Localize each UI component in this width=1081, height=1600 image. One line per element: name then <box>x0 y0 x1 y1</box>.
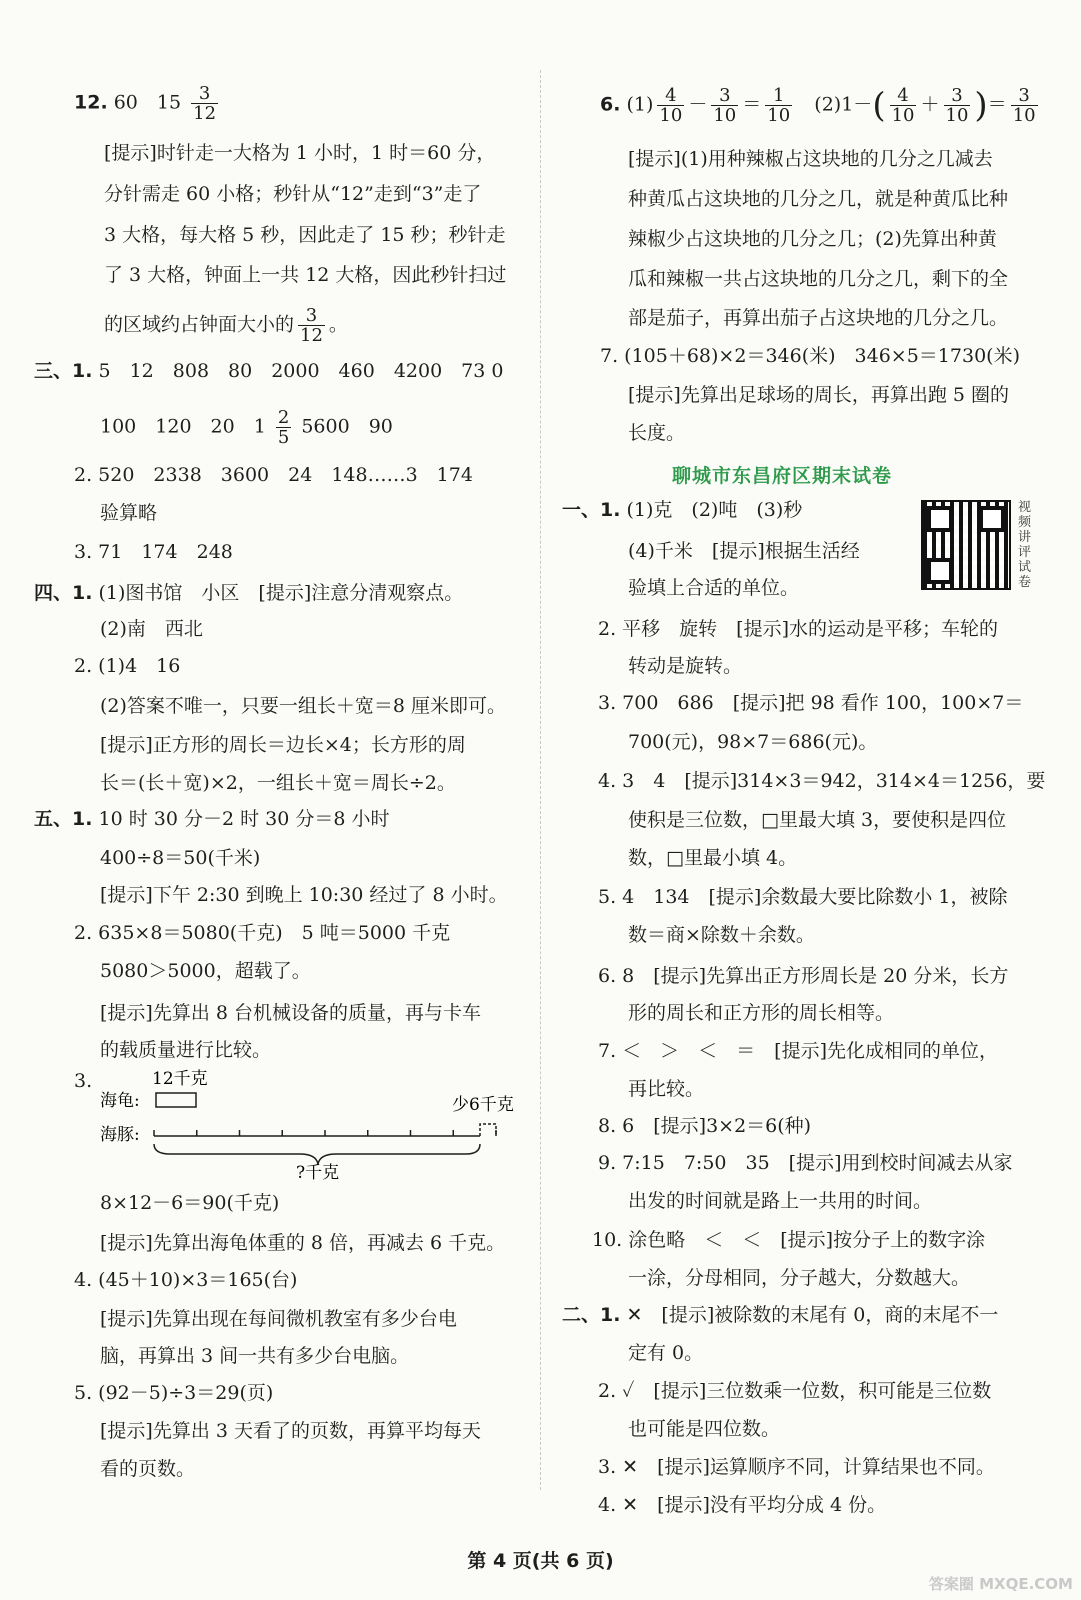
r-section-2-q1b: 定有 0。 <box>628 1342 704 1364</box>
r-section-1-q2a: 2. 平移 旋转 [提示]水的运动是平移；车轮的 <box>598 618 998 640</box>
q12-tip-line4: 了 3 大格，钟面上一共 12 大格，因此秒针扫过 <box>104 264 507 286</box>
qr-finder <box>927 506 953 532</box>
fraction: $\frac{3}{12}$ <box>193 83 217 124</box>
r-section-1-q2b: 转动是旋转。 <box>628 655 743 677</box>
r-section-1-q10a: 10. 涂色略 ＜ ＜ [提示]按分子上的数字涂 <box>592 1229 986 1251</box>
section-5-q5b: [提示]先算出 3 天看了的页数，再算平均每天 <box>100 1420 481 1442</box>
q6-tip-2: 种黄瓜占这块地的几分之几，就是种黄瓜比种 <box>628 188 1009 210</box>
r-section-1-q1b: (4)千米 [提示]根据生活经 <box>628 540 860 562</box>
section-5-q5c: 看的页数。 <box>100 1458 196 1480</box>
column-divider <box>540 70 541 1490</box>
section-5-q1b: 400÷8＝50(千米) <box>100 847 261 869</box>
r-section-1-q3b: 700(元)，98×7＝686(元)。 <box>628 731 878 753</box>
qr-finder <box>979 506 1005 532</box>
r-section-1-q7a: 7. ＜ ＞ ＜ ＝ [提示]先化成相同的单位， <box>598 1040 998 1062</box>
watermark: 答案圈 MXQE.COM <box>928 1575 1073 1593</box>
section-4-q2a: 2. (1)4 16 <box>74 655 181 677</box>
q6-tip-4: 瓜和辣椒一共占这块地的几分之几，剩下的全 <box>628 268 1009 290</box>
section-5-q1a: 五、1. 10 时 30 分－2 时 30 分＝8 小时 <box>34 808 390 830</box>
total-label: ?千克 <box>296 1163 340 1183</box>
section-5-q3b: [提示]先算出海龟体重的 8 倍，再减去 6 千克。 <box>100 1232 506 1254</box>
r-section-2-q1a: 二、1. ✕ [提示]被除数的末尾有 0，商的末尾不一 <box>562 1304 999 1326</box>
section-5-q2b: 5080＞5000，超载了。 <box>100 960 311 982</box>
less-label: 少6千克 <box>452 1095 514 1115</box>
r-section-2-q4: 4. ✕ [提示]没有平均分成 4 份。 <box>598 1494 887 1516</box>
q7b: [提示]先算出足球场的周长，再算出跑 5 圈的 <box>628 384 1009 406</box>
exam-section-title: 聊城市东昌府区期末试卷 <box>672 465 893 487</box>
section-3-q2b: 验算略 <box>100 502 158 524</box>
q12-tip-line3: 3 大格，每大格 5 秒，因此走了 15 秒；秒针走 <box>104 224 506 246</box>
section-5-q1c: [提示]下午 2:30 到晚上 10:30 经过了 8 小时。 <box>100 884 508 906</box>
r-section-1-q6b: 形的周长和正方形的周长相等。 <box>628 1002 895 1024</box>
q12-tip-line1: [提示]时针走一大格为 1 小时，1 时＝60 分， <box>104 142 496 164</box>
q7c: 长度。 <box>628 422 686 444</box>
r-section-2-q2b: 也可能是四位数。 <box>628 1418 781 1440</box>
section-5-q2a: 2. 635×8＝5080(千克) 5 吨＝5000 千克 <box>74 922 451 944</box>
q6-answer: 6. (1) $\frac{4}{10}$ － $\frac{3}{10}$ ＝ $\frac{1}{10}$ (2)1－( $\frac{4}{10}$ ＋ $\frac{3}{10}$ )＝ $\frac{3}{10}$ <box>600 85 1036 126</box>
line-segment-diagram <box>100 1066 540 1186</box>
r-section-1-q4c: 数，□里最小填 4。 <box>628 847 798 869</box>
section-3-q3: 3. 71 174 248 <box>74 541 233 563</box>
qr-caption: 视频讲评试卷 <box>1018 500 1032 590</box>
section-5-q3a: 8×12－6＝90(千克) <box>100 1192 280 1214</box>
qr-finder <box>927 558 953 584</box>
q6-tip-3: 辣椒少占这块地的几分之几；(2)先算出种黄 <box>628 228 997 250</box>
section-5-q2d: 的载质量进行比较。 <box>100 1039 272 1061</box>
r-section-1-q1a: 一、1. (1)克 (2)吨 (3)秒 <box>562 499 803 521</box>
seal-label: 海豚: <box>100 1125 140 1145</box>
section-5-q4b: [提示]先算出现在每间微机教室有多少台电 <box>100 1308 457 1330</box>
r-section-1-q4b: 使积是三位数，□里最大填 3，要使积是四位 <box>628 809 1007 831</box>
r-section-1-q7b: 再比较。 <box>628 1078 705 1100</box>
section-4-q1a: 四、1. (1)图书馆 小区 [提示]注意分清观察点。 <box>34 582 464 604</box>
missing-part <box>480 1124 496 1136</box>
r-section-1-q5b: 数＝商×除数＋余数。 <box>628 924 815 946</box>
r-section-1-q5a: 5. 4 134 [提示]余数最大要比除数小 1，被除 <box>598 886 1008 908</box>
section-3-q1b: 100 120 20 1 $\frac{2}{5}$ 5600 90 <box>100 407 393 448</box>
r-section-1-q3a: 3. 700 686 [提示]把 98 看作 100，100×7＝ <box>598 692 1024 714</box>
page-footer: 第 4 页(共 6 页) <box>467 1550 614 1572</box>
section-5-q4a: 4. (45＋10)×3＝165(台) <box>74 1269 298 1291</box>
q12-tip-line5: 的区域约占钟面大小的 $\frac{3}{12}$ 。 <box>104 305 348 346</box>
qr-code[interactable] <box>921 500 1011 590</box>
q6-tip-5: 部是茄子，再算出茄子占这块地的几分之几。 <box>628 307 1009 329</box>
section-5-q5a: 5. (92－5)÷3＝29(页) <box>74 1382 274 1404</box>
segment-ticks <box>154 1130 496 1136</box>
q12-tip-line2: 分针需走 60 小格；秒针从“12”走到“3”走了 <box>104 183 482 205</box>
turtle-label: 海龟: <box>100 1091 140 1111</box>
q6-tip-1: [提示](1)用种辣椒占这块地的几分之几减去 <box>628 148 993 170</box>
section-5-q3-number: 3. <box>74 1070 93 1092</box>
section-4-q2b: (2)答案不唯一，只要一组长＋宽＝8 厘米即可。 <box>100 695 507 717</box>
turtle-segment <box>156 1093 196 1107</box>
section-4-q1b: (2)南 西北 <box>100 618 203 640</box>
r-section-1-q6a: 6. 8 [提示]先算出正方形周长是 20 分米，长方 <box>598 965 1009 987</box>
q7a: 7. (105＋68)×2＝346(米) 346×5＝1730(米) <box>600 345 1020 367</box>
r-section-2-q3: 3. ✕ [提示]运算顺序不同，计算结果也不同。 <box>598 1456 995 1478</box>
total-brace <box>154 1144 480 1164</box>
section-3-q2: 2. 520 2338 3600 24 148……3 174 <box>74 464 473 486</box>
r-section-1-q10b: 一涂，分母相同，分子越大，分数越大。 <box>628 1267 971 1289</box>
section-4-q2d: 长＝(长＋宽)×2，一组长＋宽＝周长÷2。 <box>100 772 456 794</box>
r-section-2-q2a: 2. ✓ [提示]三位数乘一位数，积可能是三位数 <box>598 1380 992 1402</box>
r-section-1-q1c: 验填上合适的单位。 <box>628 577 800 599</box>
section-5-q4c: 脑，再算出 3 间一共有多少台电脑。 <box>100 1345 410 1367</box>
r-section-1-q9b: 出发的时间就是路上一共用的时间。 <box>628 1190 933 1212</box>
section-3-q1a: 三、1. 5 12 808 80 2000 460 4200 73 0 <box>34 360 504 382</box>
r-section-1-q9a: 9. 7:15 7:50 35 [提示]用到校时间减去从家 <box>598 1152 1013 1174</box>
r-section-1-q4a: 4. 3 4 [提示]314×3＝942，314×4＝1256，要 <box>598 770 1046 792</box>
q12-answer: 12. 60 15 $\frac{3}{12}$ <box>74 83 217 124</box>
r-section-1-q8: 8. 6 [提示]3×2＝6(种) <box>598 1115 812 1137</box>
section-4-q2c: [提示]正方形的周长＝边长×4；长方形的周 <box>100 734 466 756</box>
turtle-weight-label: 12千克 <box>152 1069 208 1089</box>
section-5-q2c: [提示]先算出 8 台机械设备的质量，再与卡车 <box>100 1002 481 1024</box>
